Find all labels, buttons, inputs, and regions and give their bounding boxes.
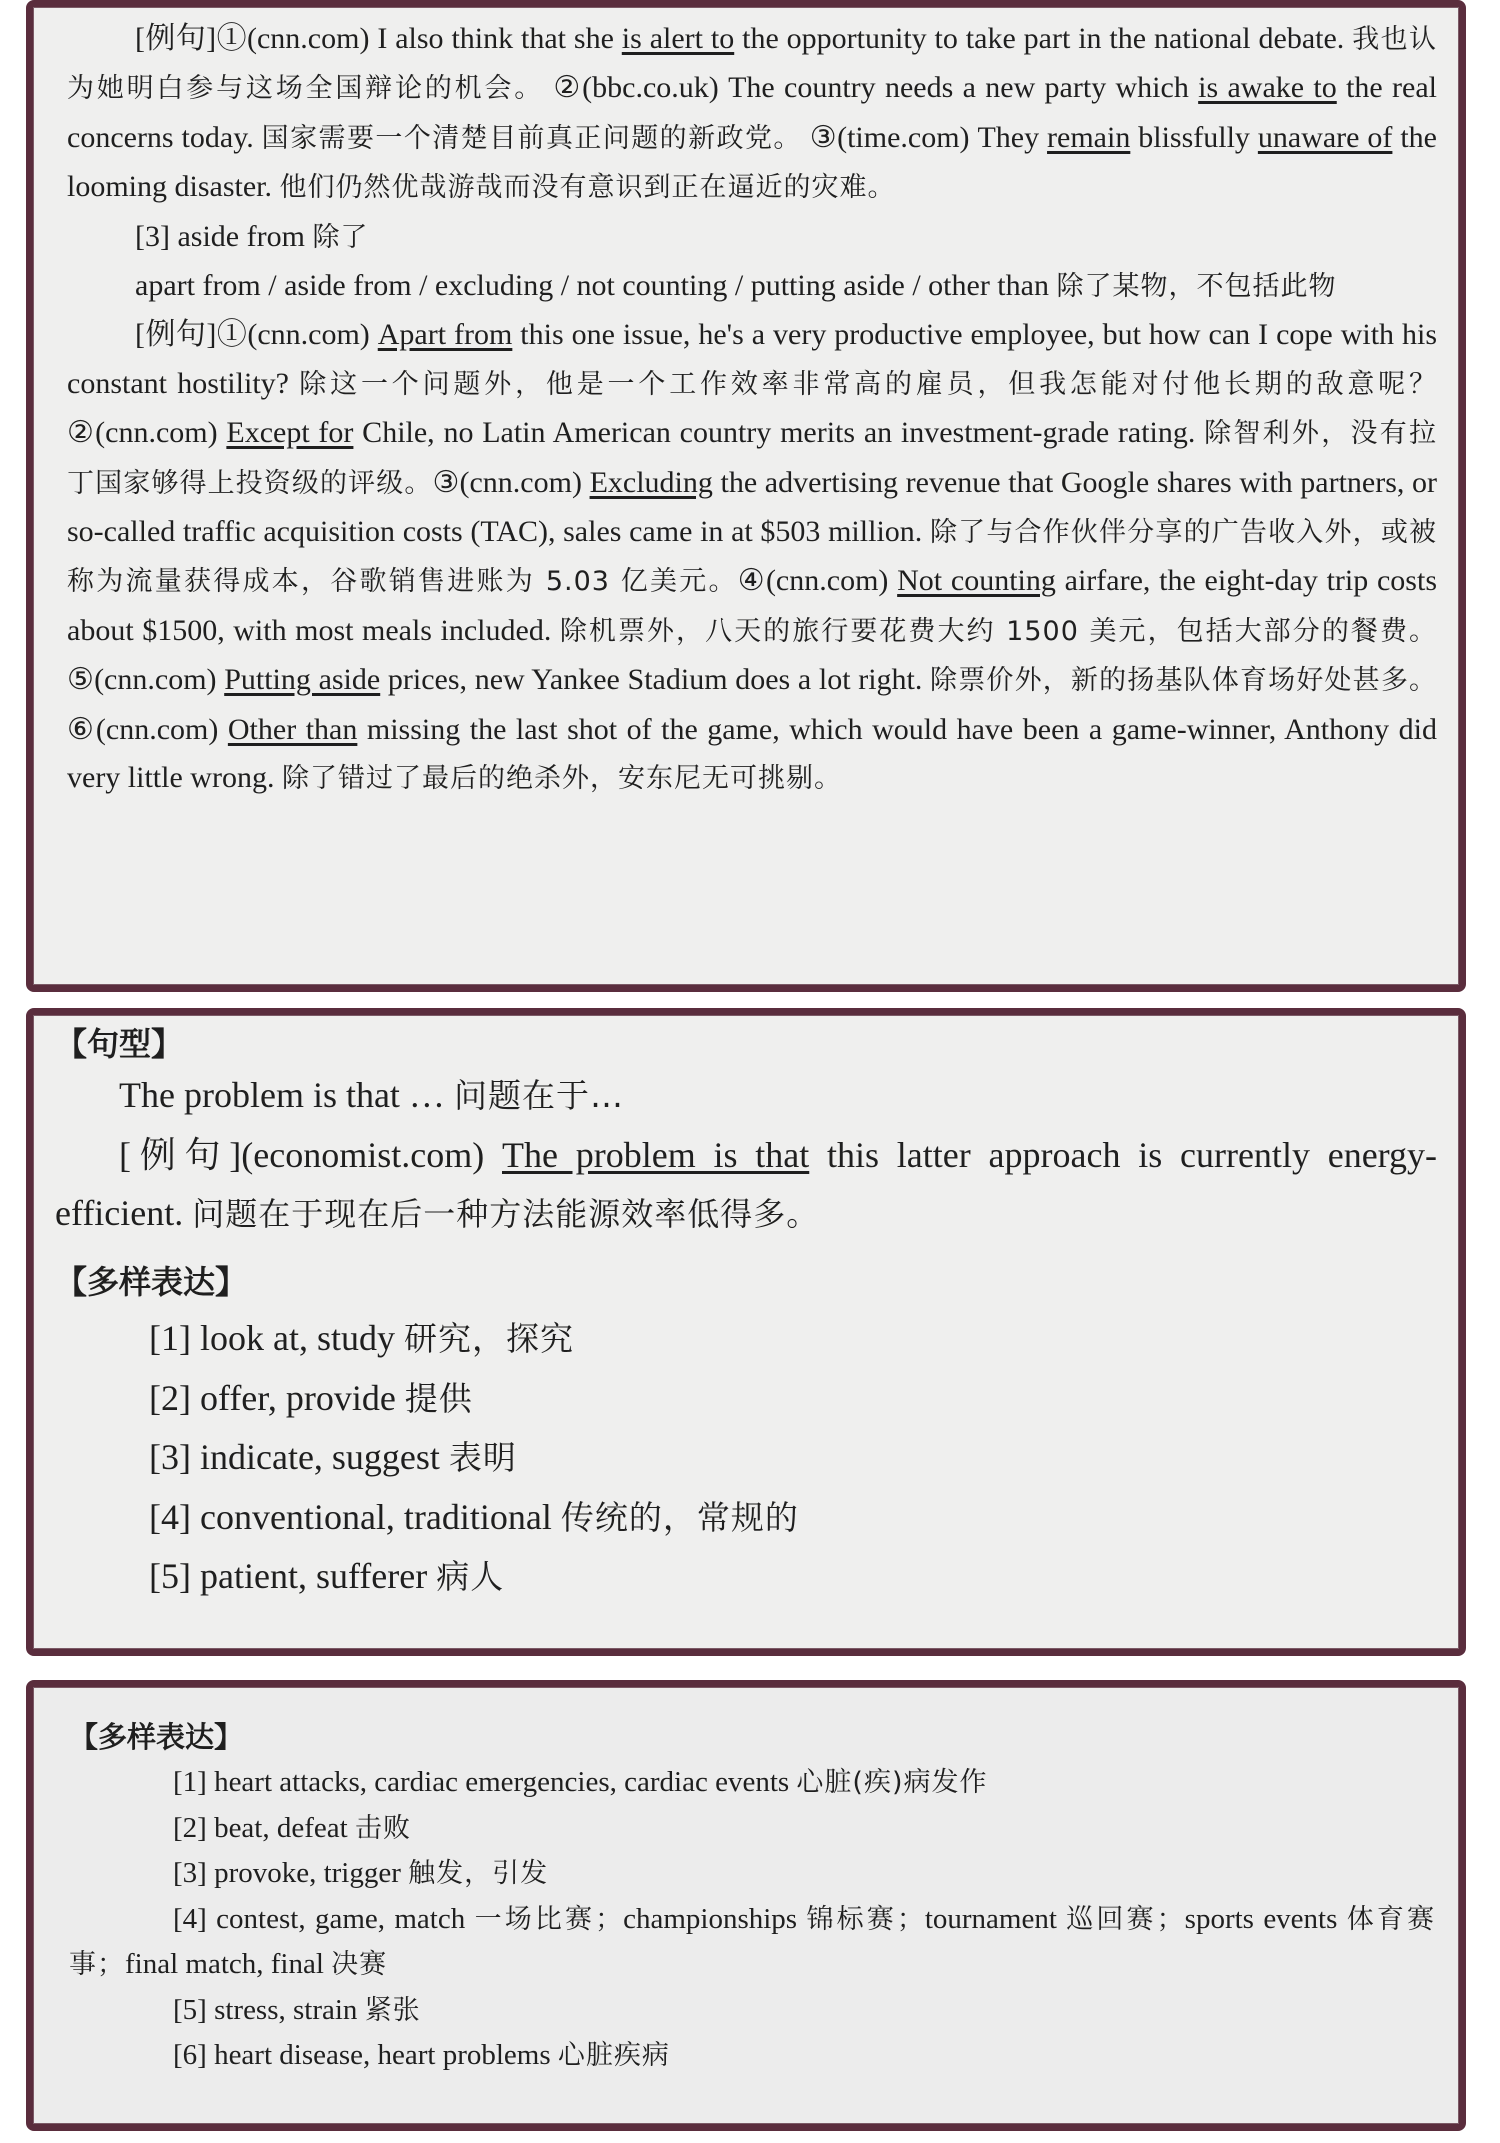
highlighted-phrase: Not counting: [897, 564, 1056, 598]
item-chinese: 击败: [354, 1812, 411, 1844]
item-english: [5] stress, strain: [173, 1993, 365, 2026]
example-sentence: ②(cnn.com): [67, 416, 227, 450]
list-item: [69, 1760, 1435, 1806]
item-chinese: 研究，探究: [403, 1319, 574, 1358]
example-sentence: the opportunity to take part in the national debate.: [734, 22, 1353, 55]
example-sentence: ④(cnn.com): [737, 564, 898, 598]
chinese-translation: 我也认为她明白参与这场全国辩论的机会。: [67, 24, 1437, 105]
highlighted-phrase: Except for: [226, 416, 354, 450]
example-sentence: ②(bbc.co.uk) The country needs a new party which: [544, 71, 1199, 105]
highlighted-phrase: remain: [1047, 120, 1131, 154]
example-sentence: ③(time.com) They: [801, 120, 1048, 154]
synonym-line: [67, 262, 1437, 311]
highlighted-phrase: Apart from: [377, 318, 513, 352]
item-english: [6] heart disease, heart problems: [173, 2039, 558, 2071]
entry-heading: [67, 213, 1437, 262]
entry-term: [3] aside from: [135, 219, 313, 253]
chinese-translation: 他们仍然优哉游哉而没有意识到正在逼近的灾难。: [279, 172, 896, 204]
item-english: [1] heart attacks, cardiac emergencies, cardiac events: [173, 1766, 797, 1798]
entry-term-cn: 除了: [312, 221, 369, 253]
example-sentence: this latter approach is currently energy-efficient.: [55, 1135, 1437, 1233]
example-label: [例句]: [119, 1135, 242, 1175]
pattern-text: The problem is that …: [119, 1075, 454, 1115]
highlighted-phrase: Other than: [227, 712, 358, 746]
item-english: [4] contest, game, match: [173, 1902, 475, 1935]
variety-expressions-panel: [26, 1680, 1466, 2131]
list-item: [69, 1806, 1435, 1852]
example-label: [例句]: [135, 318, 217, 352]
item-chinese: 锦标赛；: [806, 1903, 925, 1935]
example-sentence: the advertising revenue that Google shares with partners, or so-called traffic acquisition costs (TAC), sales came in at $503 million.: [67, 465, 1438, 549]
example-sentence: ①(cnn.com) I also think that she: [216, 22, 622, 55]
example-sentence: airfare, the eight-day trip costs about $1500, with most meals included.: [67, 564, 1437, 647]
list-item: [69, 2033, 1435, 2079]
list-item: [69, 1851, 1435, 1897]
example-sentence: Chile, no Latin American country merits an investment-grade rating.: [353, 416, 1205, 450]
list-item: [149, 1428, 1437, 1488]
item-chinese: 触发，引发: [408, 1858, 549, 1889]
item-english: [1] look at, study: [149, 1318, 404, 1358]
chinese-translation: 除票价外，新的扬基队体育场好处甚多。: [930, 665, 1438, 697]
variety-header: 【多样表达】: [55, 1263, 248, 1301]
highlighted-phrase: unaware of: [1257, 120, 1393, 154]
item-chinese: 巡回赛；: [1066, 1903, 1185, 1935]
chinese-translation: 除了错过了最后的绝杀外，安东尼无可挑剔。: [281, 763, 842, 795]
list-item: [69, 1897, 1435, 1988]
chinese-translation: 除机票外，八天的旅行要花费大约 1500 美元，包括大部分的餐费。: [559, 615, 1437, 647]
item-chinese: 体育赛事；: [69, 1903, 1436, 1980]
pattern-meaning: 问题在于…: [453, 1076, 624, 1115]
example-sentence: ①(cnn.com): [216, 318, 378, 352]
example-sentence: missing the last shot of the game, which would have been a game-winner, Anthony did very little wrong.: [67, 712, 1437, 795]
item-chinese: 紧张: [364, 1994, 421, 2026]
highlighted-phrase: Putting aside: [224, 663, 381, 697]
example-sentence: blissfully: [1130, 120, 1258, 154]
example-paragraph-apart-from: [67, 311, 1437, 803]
example-sentence: ③(cnn.com): [432, 465, 590, 499]
chinese-translation: 除智利外，没有拉丁国家够得上投资级的评级。: [67, 418, 1437, 499]
item-english: [3] indicate, suggest: [149, 1437, 449, 1477]
item-chinese: 一场比赛；: [474, 1903, 624, 1935]
chinese-translation: 国家需要一个清楚目前真正问题的新政党。: [261, 122, 802, 154]
list-item: [149, 1369, 1437, 1429]
example-sentence: ⑥(cnn.com): [67, 712, 228, 746]
item-english: championships: [623, 1902, 807, 1935]
item-english: final match, final: [125, 1948, 332, 1980]
item-chinese: 传统的，常规的: [560, 1497, 799, 1537]
item-english: sports events: [1184, 1902, 1347, 1935]
example-sentence: the real concerns today.: [67, 71, 1437, 154]
synonym-meaning: 除了某物，不包括此物: [1056, 271, 1337, 303]
example-source: (economist.com): [241, 1135, 502, 1175]
pattern-header: 【句型】: [55, 1025, 184, 1063]
item-english: [3] provoke, trigger: [173, 1857, 409, 1889]
item-chinese: 决赛: [331, 1949, 388, 1980]
example-panel-aside-from: [26, 0, 1466, 992]
pattern-example: [55, 1126, 1437, 1243]
highlighted-phrase: The problem is that: [502, 1135, 810, 1175]
example-sentence: this one issue, he's a very productive employee, but how can I cope with his constant hostility?: [67, 318, 1438, 400]
chinese-translation: 除这一个问题外，他是一个工作效率非常高的雇员，但我怎能对付他长期的敌意呢？: [299, 368, 1438, 400]
highlighted-phrase: is alert to: [621, 22, 735, 55]
item-chinese: 病人: [436, 1557, 505, 1596]
item-chinese: 表明: [448, 1438, 517, 1477]
example-sentence: prices, new Yankee Stadium does a lot right.: [380, 663, 931, 697]
pattern-line: [55, 1065, 1437, 1126]
example-label: [例句]: [135, 22, 217, 55]
example-paragraph-alert: [67, 15, 1437, 213]
item-chinese: 提供: [404, 1378, 473, 1418]
list-item: [149, 1488, 1437, 1548]
chinese-translation: 除了与合作伙伴分享的广告收入外，或被称为流量获得成本，谷歌销售进账为 5.03 亿美元。: [67, 517, 1438, 598]
item-english: [5] patient, sufferer: [149, 1556, 437, 1596]
item-english: [2] offer, provide: [149, 1377, 405, 1418]
list-item: [149, 1309, 1437, 1369]
chinese-translation: 问题在于现在后一种方法能源效率低得多。: [192, 1195, 820, 1233]
highlighted-phrase: Excluding: [589, 465, 713, 499]
example-sentence: ⑤(cnn.com): [67, 663, 225, 697]
item-english: [2] beat, defeat: [173, 1811, 355, 1844]
item-chinese: 心脏疾病: [557, 2040, 670, 2071]
item-english: [4] conventional, traditional: [149, 1496, 561, 1537]
item-chinese: 心脏(疾)病发作: [796, 1767, 988, 1798]
synonym-list: apart from / aside from / excluding / not counting / putting aside / other than: [135, 269, 1057, 303]
highlighted-phrase: is awake to: [1198, 71, 1337, 105]
list-item: [69, 1988, 1435, 2034]
variety-header: 【多样表达】: [69, 1720, 244, 1754]
example-sentence: the looming disaster.: [67, 120, 1437, 204]
list-item: [149, 1547, 1437, 1607]
sentence-pattern-panel: [26, 1008, 1466, 1656]
item-english: tournament: [924, 1902, 1067, 1935]
